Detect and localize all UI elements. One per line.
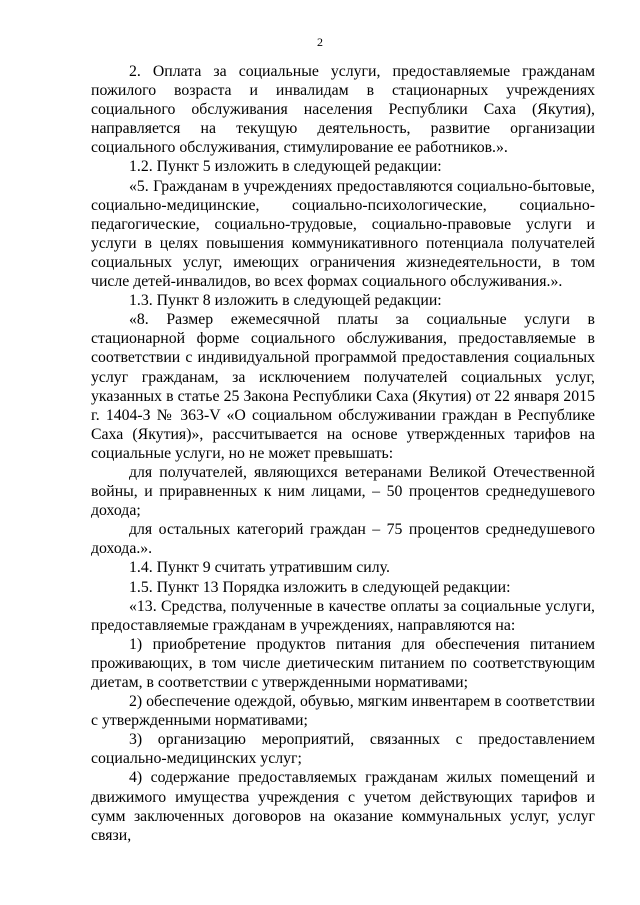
list-item-3-medical-events: 3) организацию мероприятий, связанных с предоставлением социально-медицинских услуг; [91,731,595,768]
paragraph-item-1-3-heading: 1.3. Пункт 8 изложить в следующей редакции: [129,292,442,310]
document-body [91,62,595,845]
paragraph-clause-5: «5. Гражданам в учреждениях предоставляются социально-бытовые, социально-медицинские, социально-психологические, социально-педагогические, социально-трудовые, социально-правовые услуги и услуги в целях повышения коммуникативного потенциала получателей социальных услуг, имеющих ограничения жизнедеятельности, в том числе детей-инвалидов, во всех формах социального обслуживания.». [91,177,595,291]
paragraph-payment-direction: 2. Оплата за социальные услуги, предоставляемые гражданам пожилого возраста и инвалидам в стационарных учреждениях социального обслуживания населения Республики Саха (Якутия), направляется на текущую деятельность, развитие организации социального обслуживания, стимулирование ее работников.». [91,63,595,157]
paragraph-clause-13: «13. Средства, полученные в качестве оплаты за социальные услуги, предоставляемые гражданам в учреждениях, направляются на: [91,597,595,634]
list-item-1-food: 1) приобретение продуктов питания для обеспечения питанием проживающих, в том числе диетическим питанием по соответствующим диетам, в соответствии с утвержденными нормативами; [91,635,595,691]
paragraph-item-1-2-heading: 1.2. Пункт 5 изложить в следующей редакции: [129,158,442,176]
paragraph-other-categories-rate: для остальных категорий граждан – 75 процентов среднедушевого дохода.». [91,521,595,558]
list-item-2-clothing: 2) обеспечение одеждой, обувью, мягким инвентарем в соответствии с утвержденными нормативами; [91,693,595,730]
paragraph-item-1-5-heading: 1.5. Пункт 13 Порядка изложить в следующей редакции: [129,578,511,596]
list-item-4-maintenance: 4) содержание предоставляемых гражданам жилых помещений и движимого имущества учреждения с учетом действующих тарифов и сумм заключенных договоров на оказание коммунальных услуг, услуг связи, [91,769,595,844]
paragraph-veterans-rate: для получателей, являющихся ветеранами Великой Отечественной войны, и приравненных к ним лицами, – 50 процентов среднедушевого дохода; [91,463,595,520]
paragraph-clause-8: «8. Размер ежемесячной платы за социальные услуги в стационарной форме социального обслуживания, предоставляемые в соответствии с индивидуальной программой предоставления социальных услуг гражданам, за исключением получателей социальных услуг, указанных в статье 25 Закона Республики Саха (Якутия) от 22 января 2015 г. 1404-З № 363-V «О социальном обслуживании граждан в Республике Саха (Якутия)», рассчитывается на основе утвержденных тарифов на социальные услуги, но не может превышать: [91,311,595,462]
paragraph-item-1-4: 1.4. Пункт 9 считать утратившим силу. [129,559,390,577]
page-number: 2 [317,35,323,49]
